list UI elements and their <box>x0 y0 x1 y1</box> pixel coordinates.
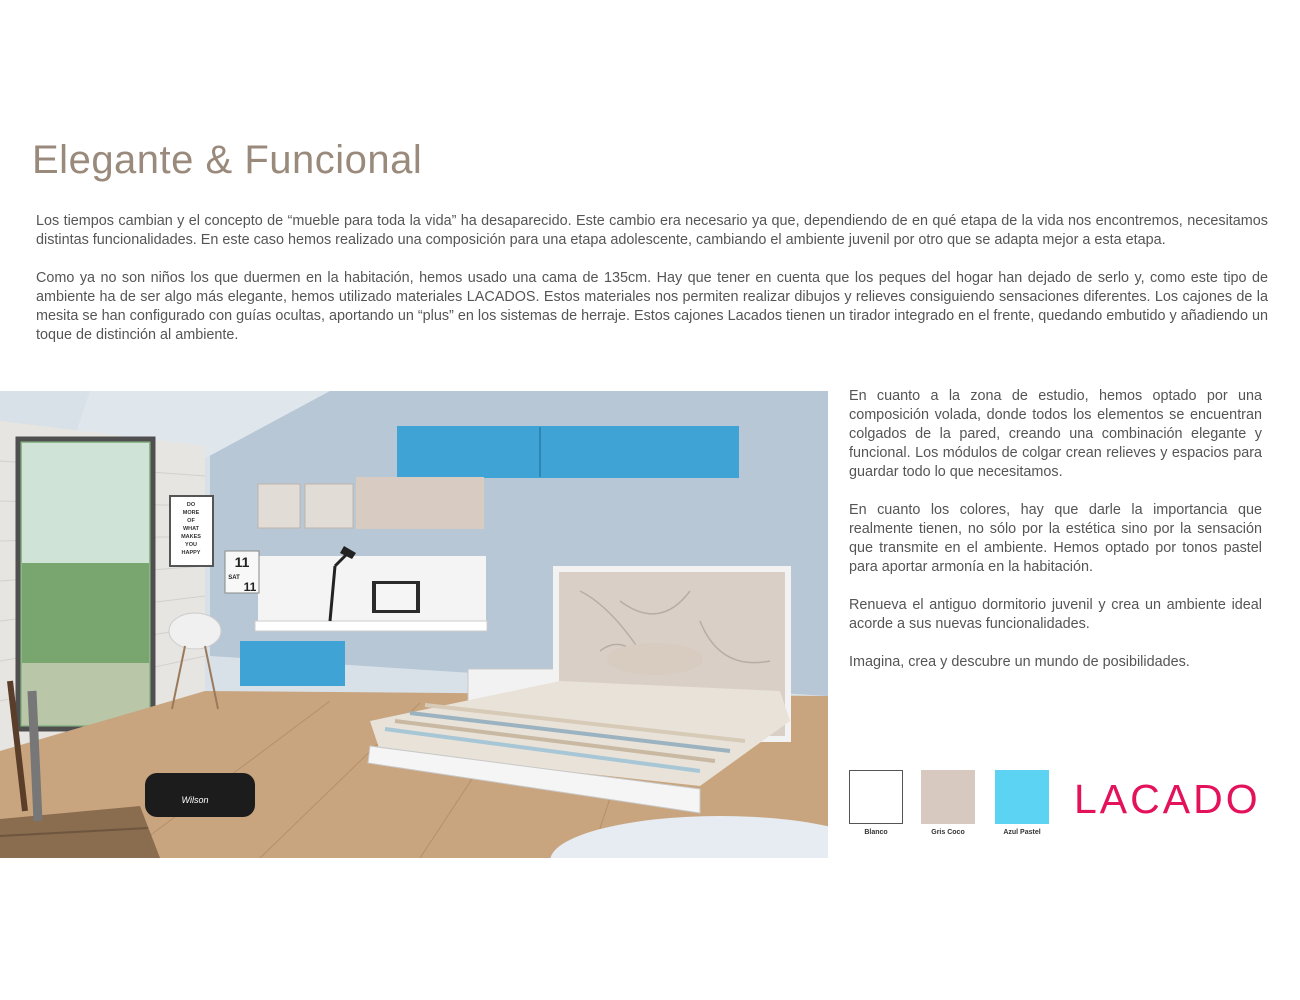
bag-brand: Wilson <box>181 795 209 805</box>
side-paragraph-1: En cuanto a la zona de estudio, hemos optado por una composición volada, donde todos los elementos se encuentran colgados de la pared, creando una combinación elegante y funcional. Los módulos de colgar crean relieves y espacios para guardar todo lo que necesitamos. <box>849 388 1262 480</box>
clock-day: SAT <box>228 575 240 581</box>
poster-line: MORE <box>182 510 200 516</box>
chair <box>169 613 221 649</box>
wall-cabinet-beige <box>356 477 484 529</box>
side-paragraph-2: En cuanto los colores, hay que darle la importancia que realmente tienen, no sólo por la estética sino por la sensación que transmite en el ambiente. Hemos optado por tonos pastel para aportar armonía en la habitación. <box>849 502 1262 575</box>
poster-line: DO <box>186 502 196 508</box>
swatch-color <box>995 770 1049 824</box>
poster-line: HAPPY <box>181 550 201 556</box>
side-paragraph-3: Renueva el antiguo dormitorio juvenil y crea un ambiente ideal acorde a sus nuevas funcionalidades. <box>849 597 1262 632</box>
swatch-label: Azul Pastel <box>1003 829 1041 836</box>
swatch-gris-coco <box>921 770 975 836</box>
wall-cabinet-blue <box>397 426 739 478</box>
swatch-label: Blanco <box>864 829 888 836</box>
intro-text <box>36 212 1268 364</box>
poster-line: WHAT <box>182 526 200 532</box>
brand-logo: LACADO <box>1074 776 1261 822</box>
swatch-blanco <box>849 770 903 836</box>
swatch-azul-pastel <box>995 770 1049 836</box>
swatch-color <box>849 770 903 824</box>
intro-paragraph-2: Como ya no son niños los que duermen en la habitación, hemos usado una cama de 135cm. Hay que tener en cuenta que los peques del hogar han dejado de serlo y, como este tipo de ambiente ha de ser algo más elegante, hemos utilizado materiales LACADOS. Estos materiales nos permiten realizar dibujos y relieves consiguiendo sensaciones diferentes. Los cajones de la mesita se han configurado con guías ocultas, aportando un “plus” en los sistemas de herraje. Estos cajones Lacados tienen un tirador integrado en el frente, quedando embutido y añadiendo un toque de distinción al ambiente. <box>36 270 1268 343</box>
side-paragraph-4: Imagina, crea y descubre un mundo de posibilidades. <box>849 654 1190 670</box>
poster-line: MAKES <box>181 534 201 540</box>
bedroom-photo <box>0 391 828 858</box>
swatch-color <box>921 770 975 824</box>
page-title: Elegante & Funcional <box>32 138 423 182</box>
swatch-label: Gris Coco <box>931 829 965 836</box>
poster-line: OF <box>187 518 195 524</box>
clock-top: 11 <box>234 554 250 570</box>
poster-line: YOU <box>185 542 197 548</box>
intro-paragraph-1: Los tiempos cambian y el concepto de “mueble para toda la vida” ha desaparecido. Este cambio era necesario ya que, dependiendo de en qué etapa de la vida nos encontremos, necesitamos distintas funcionalidades. En este caso hemos realizado una composición para una etapa adolescente, cambiando el ambiente juvenil por otro que se adapta mejor a esta etapa. <box>36 213 1268 248</box>
side-text <box>849 387 1262 691</box>
clock-bottom: 11 <box>243 580 257 594</box>
desk-drawer-blue <box>240 641 345 686</box>
pillow <box>607 643 703 675</box>
